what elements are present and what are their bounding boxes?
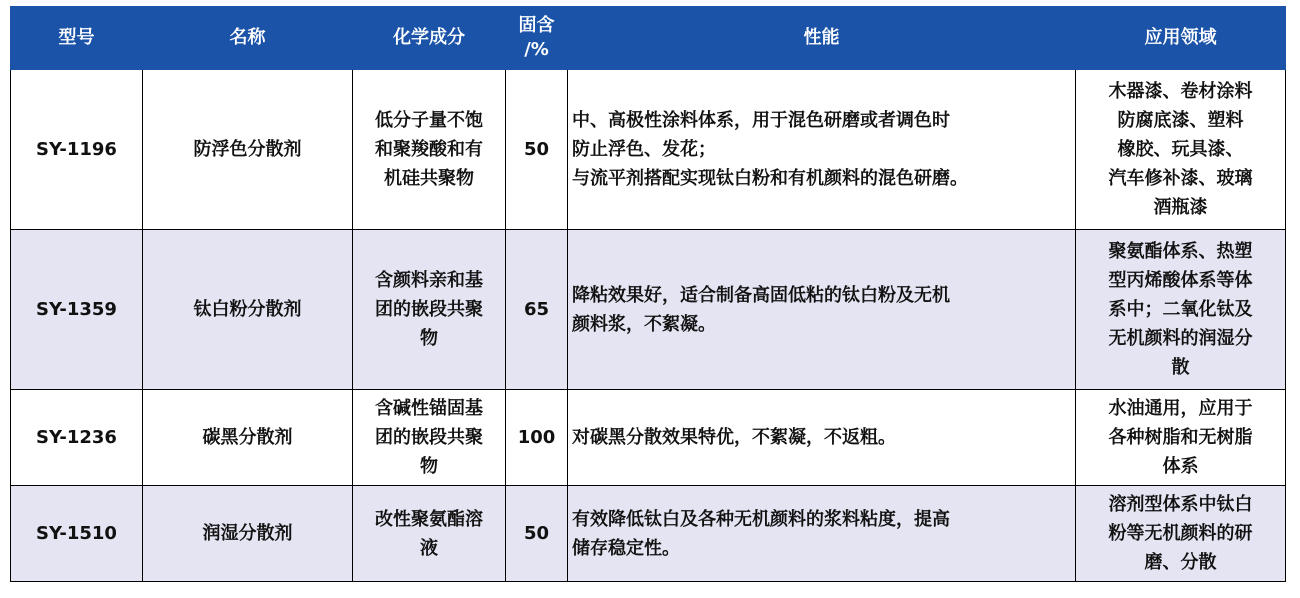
cell-name: 润湿分散剂	[143, 486, 353, 582]
table-row	[11, 390, 1286, 486]
cell-model: SY-1236	[11, 390, 143, 486]
cell-performance: 有效降低钛白及各种无机颜料的浆料粘度，提高 储存稳定性。	[568, 486, 1076, 582]
cell-performance: 对碳黑分散效果特优，不絮凝，不返粗。	[568, 390, 1076, 486]
cell-name: 防浮色分散剂	[143, 70, 353, 230]
cell-model: SY-1196	[11, 70, 143, 230]
header-performance: 性能	[568, 7, 1076, 70]
cell-solids: 65	[506, 230, 568, 390]
cell-name: 钛白粉分散剂	[143, 230, 353, 390]
cell-composition: 含颜料亲和基 团的嵌段共聚 物	[353, 230, 506, 390]
cell-composition: 改性聚氨酯溶 液	[353, 486, 506, 582]
cell-application: 聚氨酯体系、热塑 型丙烯酸体系等体 系中；二氧化钛及 无机颜料的润湿分 散	[1076, 230, 1286, 390]
cell-name: 碳黑分散剂	[143, 390, 353, 486]
cell-model: SY-1510	[11, 486, 143, 582]
header-name: 名称	[143, 7, 353, 70]
cell-application: 溶剂型体系中钛白 粉等无机颜料的研 磨、分散	[1076, 486, 1286, 582]
table-row	[11, 70, 1286, 230]
cell-performance: 中、高极性涂料体系，用于混色研磨或者调色时 防止浮色、发花； 与流平剂搭配实现钛白粉和有机颜料的混色研磨。	[568, 70, 1076, 230]
cell-application: 木器漆、卷材涂料 防腐底漆、塑料 橡胶、玩具漆、 汽车修补漆、玻璃 酒瓶漆	[1076, 70, 1286, 230]
header-application: 应用领域	[1076, 7, 1286, 70]
cell-solids: 50	[506, 486, 568, 582]
product-table-container	[10, 6, 1285, 582]
cell-composition: 含碱性锚固基 团的嵌段共聚 物	[353, 390, 506, 486]
cell-performance: 降粘效果好，适合制备高固低粘的钛白粉及无机 颜料浆，不絮凝。	[568, 230, 1076, 390]
header-composition: 化学成分	[353, 7, 506, 70]
table-row	[11, 230, 1286, 390]
table-row	[11, 486, 1286, 582]
header-model: 型号	[11, 7, 143, 70]
cell-application: 水油通用，应用于 各种树脂和无树脂 体系	[1076, 390, 1286, 486]
cell-model: SY-1359	[11, 230, 143, 390]
cell-composition: 低分子量不饱 和聚羧酸和有 机硅共聚物	[353, 70, 506, 230]
cell-solids: 100	[506, 390, 568, 486]
dispersant-product-table	[10, 6, 1286, 582]
header-solids: 固含 /%	[506, 7, 568, 70]
cell-solids: 50	[506, 70, 568, 230]
table-header-row	[11, 7, 1286, 70]
